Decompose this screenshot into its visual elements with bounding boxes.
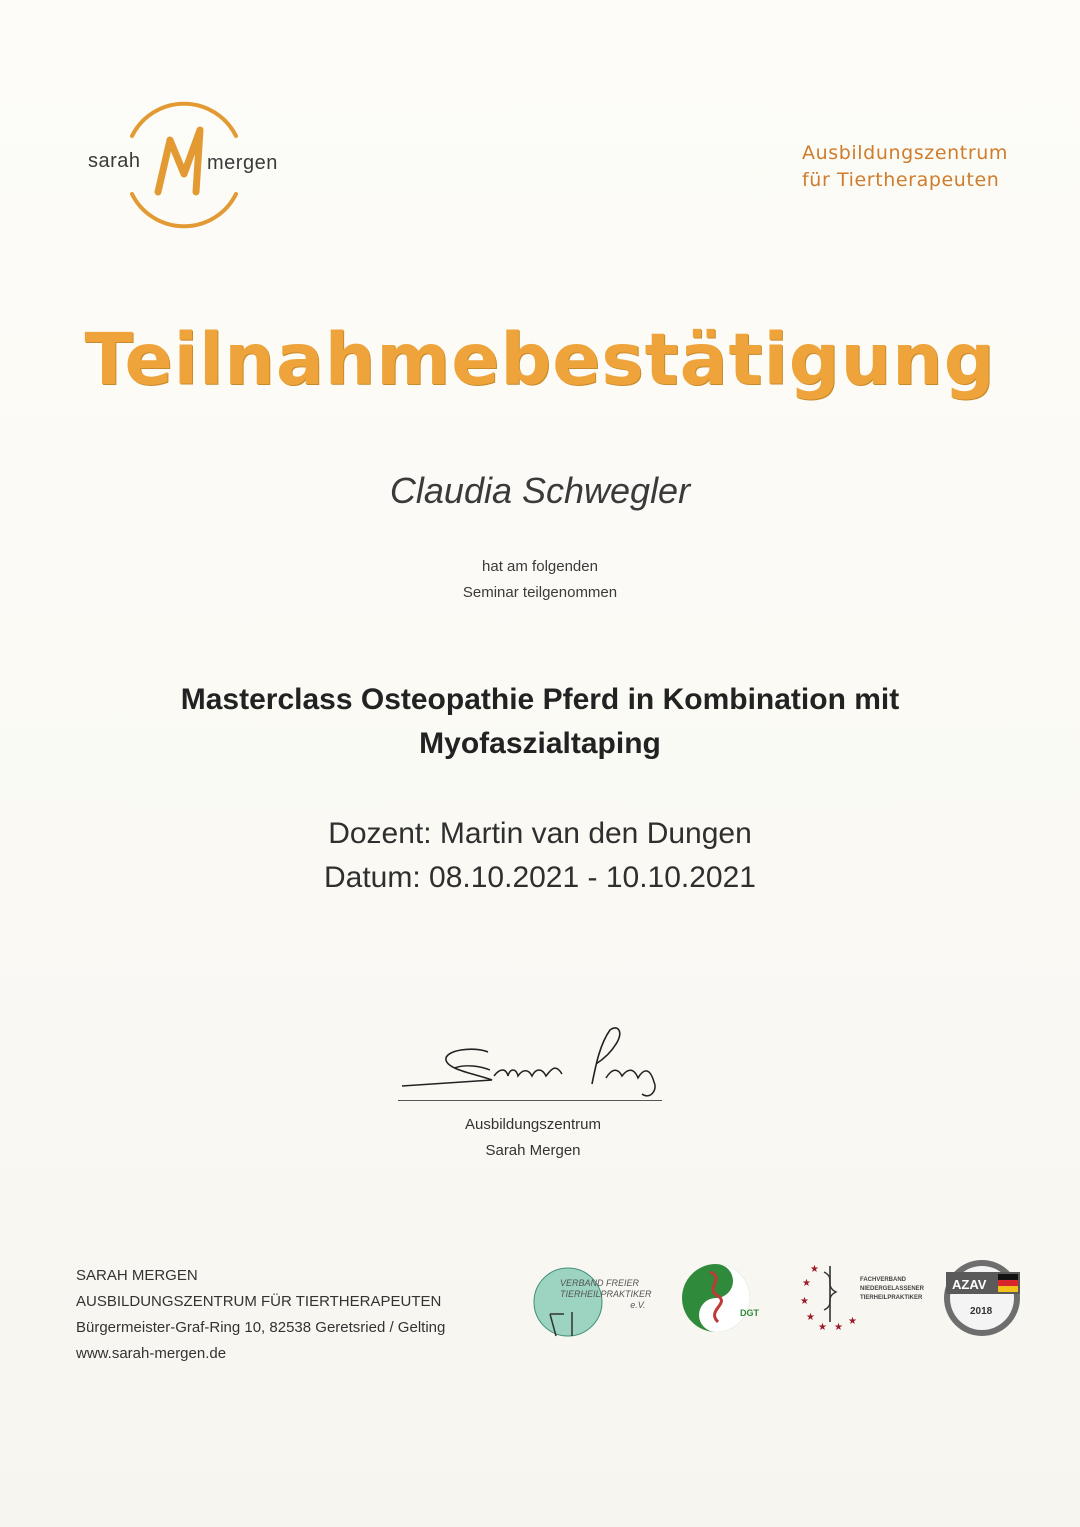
svg-text:★: ★ bbox=[802, 1278, 811, 1289]
participant-name: Claudia Schwegler bbox=[389, 470, 691, 511]
logo-word-mergen: mergen bbox=[207, 152, 278, 174]
course-details bbox=[0, 812, 1080, 900]
date-line: Datum: 08.10.2021 - 10.10.2021 bbox=[324, 861, 756, 894]
dgt-label: DGT bbox=[740, 1308, 759, 1318]
azav-badge-icon bbox=[936, 1256, 1030, 1340]
intro-line-1: hat am folgenden bbox=[482, 558, 598, 575]
intro-text bbox=[0, 554, 1080, 606]
vft-line-2: TIERHEILPRAKTIKER bbox=[560, 1289, 652, 1299]
svg-text:★: ★ bbox=[810, 1264, 819, 1275]
svg-text:★: ★ bbox=[806, 1312, 815, 1323]
svg-text:★: ★ bbox=[800, 1296, 809, 1307]
fachverband-badge-text bbox=[860, 1276, 924, 1303]
signature-image bbox=[396, 1024, 666, 1106]
vft-line-3: e.V. bbox=[630, 1300, 646, 1310]
footer-company: SARAH MERGEN bbox=[76, 1267, 198, 1284]
course-title bbox=[120, 678, 960, 766]
azav-year: 2018 bbox=[970, 1306, 993, 1317]
course-line-1: Masterclass Osteopathie Pferd in Kombination mit bbox=[180, 683, 900, 716]
footer-address bbox=[76, 1263, 445, 1367]
signature-caption bbox=[398, 1112, 668, 1164]
course-line-2: Myofaszialtaping bbox=[419, 727, 661, 760]
sarah-mergen-logo bbox=[84, 100, 294, 230]
org-line-1: Ausbildungszentrum bbox=[802, 142, 1008, 164]
organization-name bbox=[802, 140, 1008, 194]
svg-text:★: ★ bbox=[848, 1316, 857, 1327]
certificate-title: Teilnahmebestätigung bbox=[84, 318, 996, 401]
fnt-line-3: TIERHEILPRAKTIKER bbox=[860, 1295, 923, 1301]
svg-text:★: ★ bbox=[818, 1322, 827, 1333]
logo-word-sarah: sarah bbox=[88, 150, 141, 172]
azav-label: AZAV bbox=[952, 1277, 987, 1292]
vft-badge-text bbox=[560, 1278, 652, 1311]
svg-text:★: ★ bbox=[834, 1322, 843, 1333]
footer-website: www.sarah-mergen.de bbox=[76, 1345, 227, 1362]
signature-caption-line-1: Ausbildungszentrum bbox=[465, 1116, 601, 1133]
signature-line bbox=[398, 1100, 662, 1101]
intro-line-2: Seminar teilgenommen bbox=[462, 584, 618, 601]
org-line-2: für Tiertherapeuten bbox=[802, 169, 1000, 191]
vft-line-1: VERBAND FREIER bbox=[560, 1278, 640, 1288]
footer-street: Bürgermeister-Graf-Ring 10, 82538 Geretsried / Gelting bbox=[76, 1319, 446, 1336]
fnt-line-1: FACHVERBAND bbox=[860, 1277, 907, 1283]
signature-caption-line-2: Sarah Mergen bbox=[485, 1142, 581, 1159]
fnt-line-2: NIEDERGELASSENER bbox=[860, 1286, 925, 1292]
dgt-badge-icon bbox=[680, 1258, 764, 1338]
lecturer-line: Dozent: Martin van den Dungen bbox=[328, 817, 752, 850]
footer-subtitle: AUSBILDUNGSZENTRUM FÜR TIERTHERAPEUTEN bbox=[76, 1293, 442, 1310]
